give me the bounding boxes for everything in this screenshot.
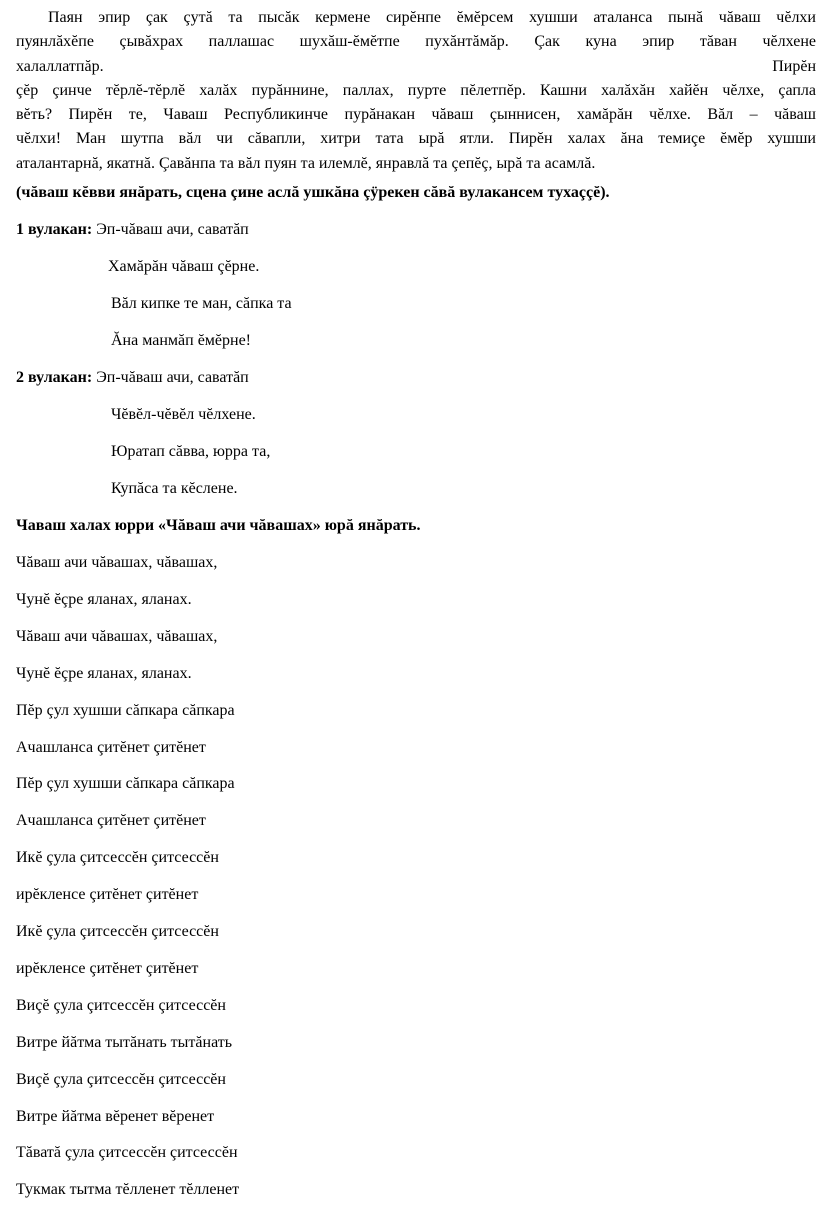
- song-line: Чăваш ачи чăвашах, чăвашах,: [16, 554, 218, 571]
- song-line: Виçĕ çула çитсессĕн çитсессĕн: [16, 996, 226, 1014]
- intro-line: аталантарнă, якатнă. Çавăнпа та вăл пуян та илемлĕ, янравлă та çепĕç, ырă та асамлă.: [16, 154, 596, 172]
- song-line: Икĕ çула çитсессĕн çитсессĕн: [16, 923, 219, 940]
- reader1-label: 1 вулакан:: [16, 221, 93, 238]
- reader2-stanza-line-1: [16, 368, 249, 388]
- intro-line: вĕть? Пирĕн те, Чаваш Республикинче пурăнакан чăваш çыннисен, хамăрăн чĕлхе. Вăл – чăваш: [16, 106, 816, 124]
- stage-direction: (чăваш кĕвви янăрать, сцена çине аслă ушкăна çÿрекен сăвă вулакансем тухаççĕ).: [16, 184, 610, 201]
- song-line: Икĕ çула çитсессĕн çитсессĕн: [16, 849, 219, 867]
- song-line: Чунĕ ĕçре яланах, яланах.: [16, 590, 192, 608]
- reader1-line: Ăна манмăп ĕмĕрне!: [111, 332, 252, 349]
- song-line: Пĕр çул хушши сăпкара сăпкара: [16, 701, 235, 719]
- song-line: Ачашланса çитĕнет çитĕнет: [16, 738, 206, 756]
- song-line: Витре йăтма тытăнать тытăнать: [16, 1033, 233, 1051]
- reader2-line: Купăса та кĕслене.: [111, 480, 238, 497]
- intro-line: [16, 55, 816, 79]
- song-line: Тăватă çула çитсессĕн çитсессĕн: [16, 1144, 238, 1162]
- song-line: ирĕкленсе çитĕнет çитĕнет: [16, 959, 199, 977]
- song-line: Чăваш ачи чăвашах, чăвашах,: [16, 627, 218, 645]
- reader2-line: Юратап сăвва, юрра та,: [111, 443, 271, 460]
- reader1-line: Эп-чăваш ачи, саватăп: [96, 221, 249, 238]
- song-line: Тукмак тытма тĕлленет тĕлленет: [16, 1181, 240, 1199]
- intro-line: Паян эпир çак çутă та пысăк кермене сирĕнпе ĕмĕрсем хушши аталанса пынă чăваш чĕлхи: [48, 9, 816, 26]
- reader1-line: Вăл кипке те ман, сăпка та: [111, 295, 292, 312]
- reader2-line: Чĕвĕл-чĕвĕл чĕлхене.: [111, 406, 256, 423]
- intro-line: чĕлхи! Ман шутпа вăл чи сăвапли, хитри тата ырă ятли. Пирĕн халах ăна темиçе ĕмĕр хушши: [16, 130, 816, 148]
- document-page: [16, 6, 816, 176]
- song-line: Пĕр çул хушши сăпкара сăпкара: [16, 775, 235, 793]
- intro-line-part: халаллатпăр.: [16, 57, 104, 75]
- reader1-line: Хамăрăн чăваш çĕрне.: [108, 258, 260, 275]
- song-line: Чунĕ ĕçре яланах, яланах.: [16, 664, 192, 682]
- song-line: Витре йăтма вĕренет вĕренет: [16, 1107, 215, 1125]
- song-line: Виçĕ çула çитсессĕн çитсессĕн: [16, 1070, 226, 1088]
- song-heading: Чаваш халах юрри «Чăваш ачи чăвашах» юрă янăрать.: [16, 517, 421, 534]
- song-line: Ачашланса çитĕнет çитĕнет: [16, 812, 206, 830]
- intro-line: çĕр çинче тĕрлĕ-тĕрлĕ халăх пурăннине, паллах, пурте пĕлетпĕр. Кашни халăхăн хайĕн чĕлхе, çапла: [16, 81, 816, 99]
- song-line: ирĕкленсе çитĕнет çитĕнет: [16, 886, 199, 904]
- reader1-stanza-line-1: [16, 220, 249, 240]
- intro-line-part: Пирĕн: [772, 57, 816, 75]
- reader2-label: 2 вулакан:: [16, 369, 93, 386]
- intro-paragraph: [16, 6, 816, 176]
- reader2-line: Эп-чăваш ачи, саватăп: [96, 369, 249, 386]
- intro-line: пуянлăхĕпе çывăхрах паллашас шухăш-ĕмĕтпе пухăнтăмăр. Çак куна эпир тăван чĕлхене: [16, 33, 816, 51]
